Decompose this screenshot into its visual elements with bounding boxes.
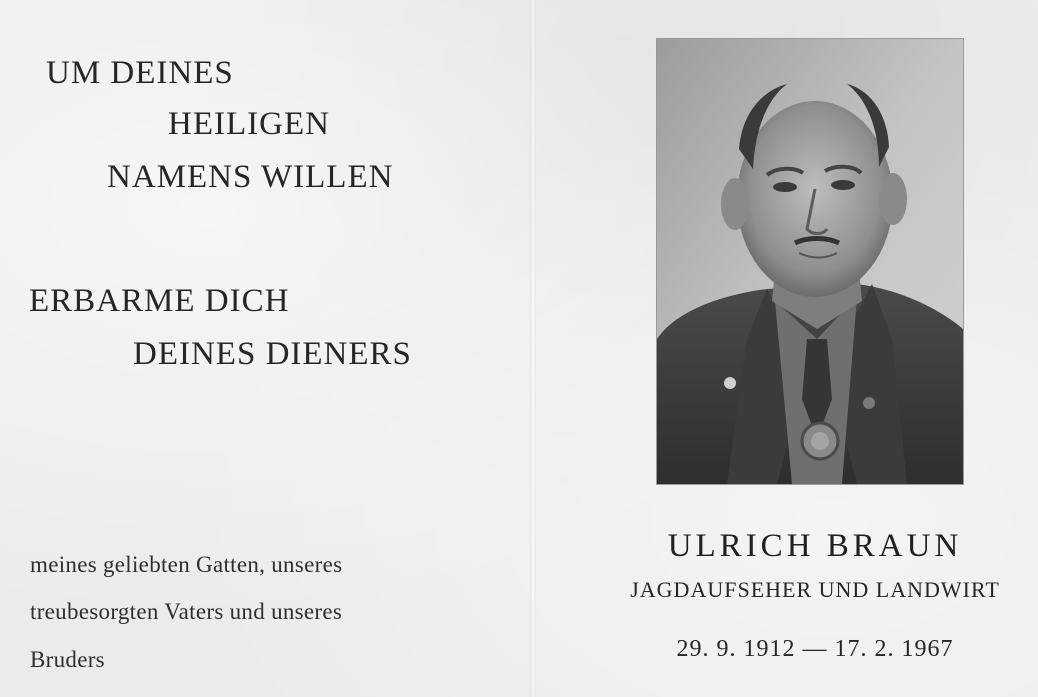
prayer-line: ERBARME DICH (29, 283, 290, 319)
occupation: JAGDAUFSEHER UND LANDWIRT (630, 577, 1000, 602)
life-dates: 29. 9. 1912 — 17. 2. 1967 (676, 636, 954, 662)
portrait-illustration (657, 39, 963, 484)
dedication-line: treubesorgten Vaters und unseres (30, 599, 343, 624)
prayer-line: HEILIGEN (168, 106, 330, 142)
dedication-line: Bruders (30, 647, 105, 672)
deceased-name: ULRICH BRAUN (667, 528, 963, 564)
prayer-line: DEINES DIENERS (133, 336, 412, 372)
prayer-line: NAMENS WILLEN (107, 159, 394, 195)
portrait-photo (657, 39, 963, 484)
dedication-line: meines geliebten Gatten, unseres (30, 552, 343, 577)
prayer-line: UM DEINES (46, 55, 234, 91)
card-fold (530, 0, 536, 697)
